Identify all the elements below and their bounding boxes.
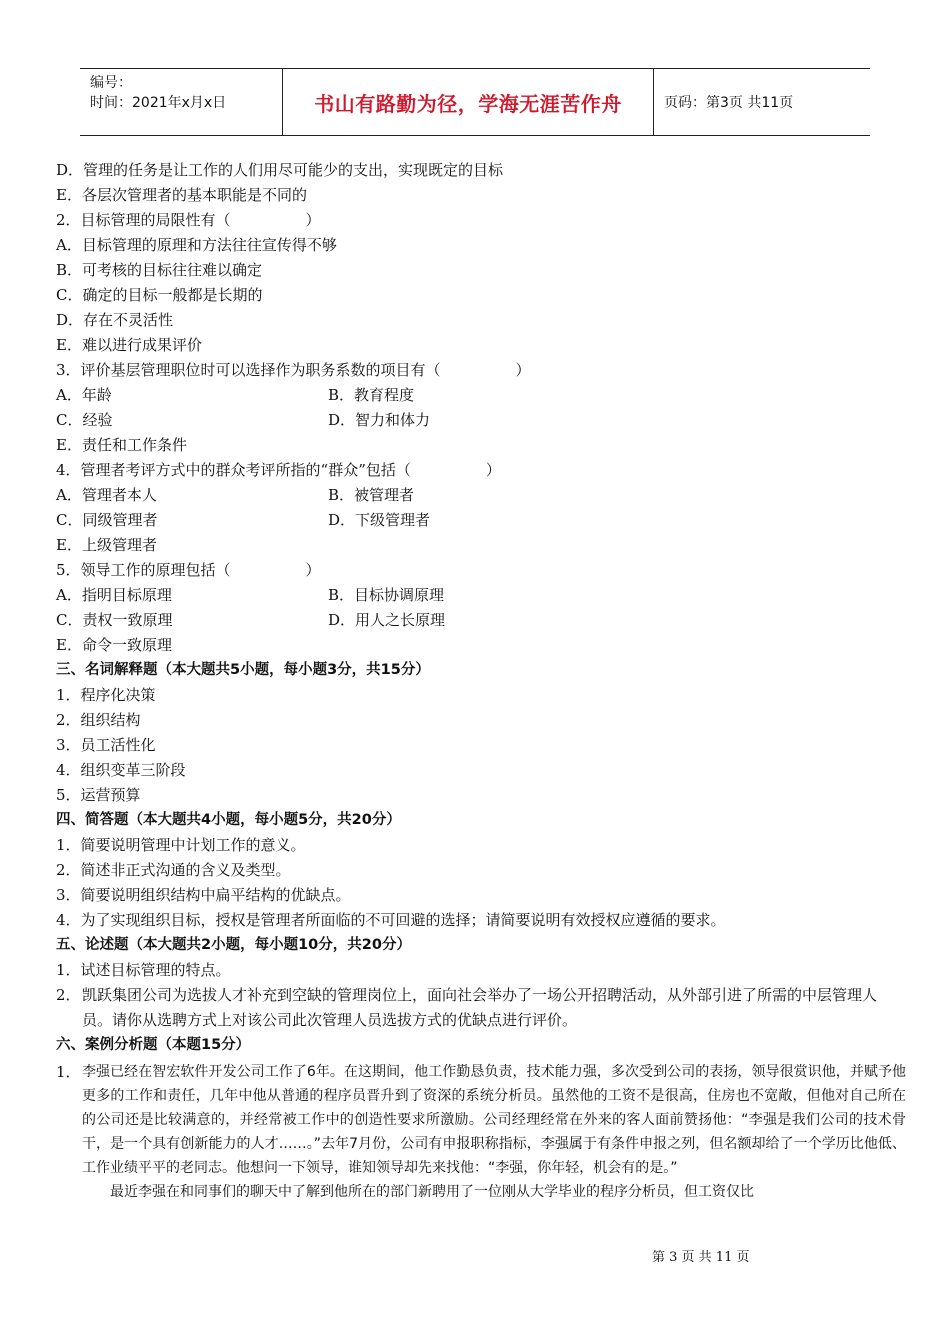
case-paragraph: 最近李强在和同事们的聊天中了解到他所在的部门新聘用了一位刚从大学毕业的程序分析员，但工资仅比 [110,1184,754,1200]
list-item: 1．试述目标管理的特点。 [56,961,231,979]
option-row [56,483,906,508]
header-page-info: 页码：第3页 共11页 [664,95,794,111]
option-a: A．年龄 [56,386,112,404]
option-c: C．同级管理者 [56,511,158,529]
list-item: 1．程序化决策 [56,686,156,704]
option-b: B．目标协调原理 [328,586,445,604]
list-item: 4．组织变革三阶段 [56,761,186,779]
option-d: D．智力和体力 [328,411,431,429]
question-stem: 2．目标管理的局限性有（ ） [56,211,321,229]
question-stem: 4．管理者考评方式中的群众考评所指的“群众”包括（ ） [56,461,501,479]
option-row [56,408,906,433]
option-b: B．被管理者 [328,486,415,504]
option-row [56,383,906,408]
option-row [56,508,906,533]
document-body [56,158,906,1204]
doc-time-label: 时间：2021年x月x日 [90,95,227,111]
section-title: 六、案例分析题（本题15分） [56,1037,251,1053]
option-e: E．上级管理者 [56,536,157,554]
option-a: A．管理者本人 [56,486,157,504]
list-item: 5．运营预算 [56,786,141,804]
option-b: B．教育程度 [328,386,415,404]
option-e: E．命令一致原理 [56,636,172,654]
question-stem: 3．评价基层管理职位时可以选择作为职务系数的项目有（ ） [56,361,531,379]
option-line: C．确定的目标一般都是长期的 [56,286,263,304]
option-c: C．责权一致原理 [56,611,173,629]
section-title: 三、名词解释题（本大题共5小题，每小题3分，共15分） [56,662,430,678]
option-line: D．存在不灵活性 [56,311,174,329]
option-a: A．指明目标原理 [56,586,172,604]
option-c: C．经验 [56,411,113,429]
list-item: 2．组织结构 [56,711,141,729]
page-header [80,68,870,136]
text-line: E．各层次管理者的基本职能是不同的 [56,186,307,204]
section-title: 四、简答题（本大题共4小题，每小题5分，共20分） [56,812,401,828]
list-item [56,983,906,1033]
option-line: E．难以进行成果评价 [56,336,202,354]
header-meta [80,69,282,135]
header-page-cell [654,69,870,135]
section-title: 五、论述题（本大题共2小题，每小题10分，共20分） [56,937,411,953]
option-line: A．目标管理的原理和方法往往宣传得不够 [56,236,337,254]
option-e: E．责任和工作条件 [56,436,187,454]
option-line: B．可考核的目标往往难以确定 [56,261,263,279]
case-study [56,1060,906,1204]
option-row [56,583,906,608]
header-motto-cell [282,69,654,135]
list-item: 4．为了实现组织目标，授权是管理者所面临的不可回避的选择；请简要说明有效授权应遵循的要求。 [56,911,726,929]
option-d: D．下级管理者 [328,511,431,529]
text-line: D．管理的任务是让工作的人们用尽可能少的支出，实现既定的目标 [56,161,504,179]
list-item: 2．简述非正式沟通的含义及类型。 [56,861,291,879]
option-d: D．用人之长原理 [328,611,446,629]
item-number: 1． [56,1063,81,1081]
question-stem: 5．领导工作的原理包括（ ） [56,561,321,579]
item-text: 凯跃集团公司为选拔人才补充到空缺的管理岗位上，面向社会举办了一场公开招聘活动，从外部引进了所需的中层管理人员。请你从选聘方式上对该公司此次管理人员选拔方式的优缺点进行评价。 [82,986,878,1029]
option-row [56,608,906,633]
case-paragraph: 李强已经在智宏软件开发公司工作了6年。在这期间，他工作勤恳负责，技术能力强，多次受到公司的表扬，领导很赏识他，并赋予他更多的工作和责任，几年中他从普通的程序员晋升到了资深的系统分析员。虽然他的工资不是很高，住房也不宽敞，但他对自己所在的公司还是比较满意的，并经常被工作中的创造性要求所激励。公司经理经常在外来的客人面前赞扬他：“李强是我们公司的技术骨干，是一个具有创新能力的人才……。”去年7月份，公司有申报职称指标，李强属于有条件申报之列，但名额却给了一个学历比他低、工作业绩平平的老同志。他想问一下领导，谁知领导却先来找他：“李强，你年轻，机会有的是。” [82,1064,906,1176]
header-motto: 书山有路勤为径，学海无涯苦作舟 [314,91,622,116]
page-footer: 第 3 页 共 11 页 [652,1250,750,1265]
list-item: 1．简要说明管理中计划工作的意义。 [56,836,306,854]
list-item: 3．简要说明组织结构中扁平结构的优缺点。 [56,886,351,904]
list-item: 3．员工活性化 [56,736,156,754]
item-number: 2． [56,986,81,1004]
doc-number-label: 编号： [90,75,132,91]
